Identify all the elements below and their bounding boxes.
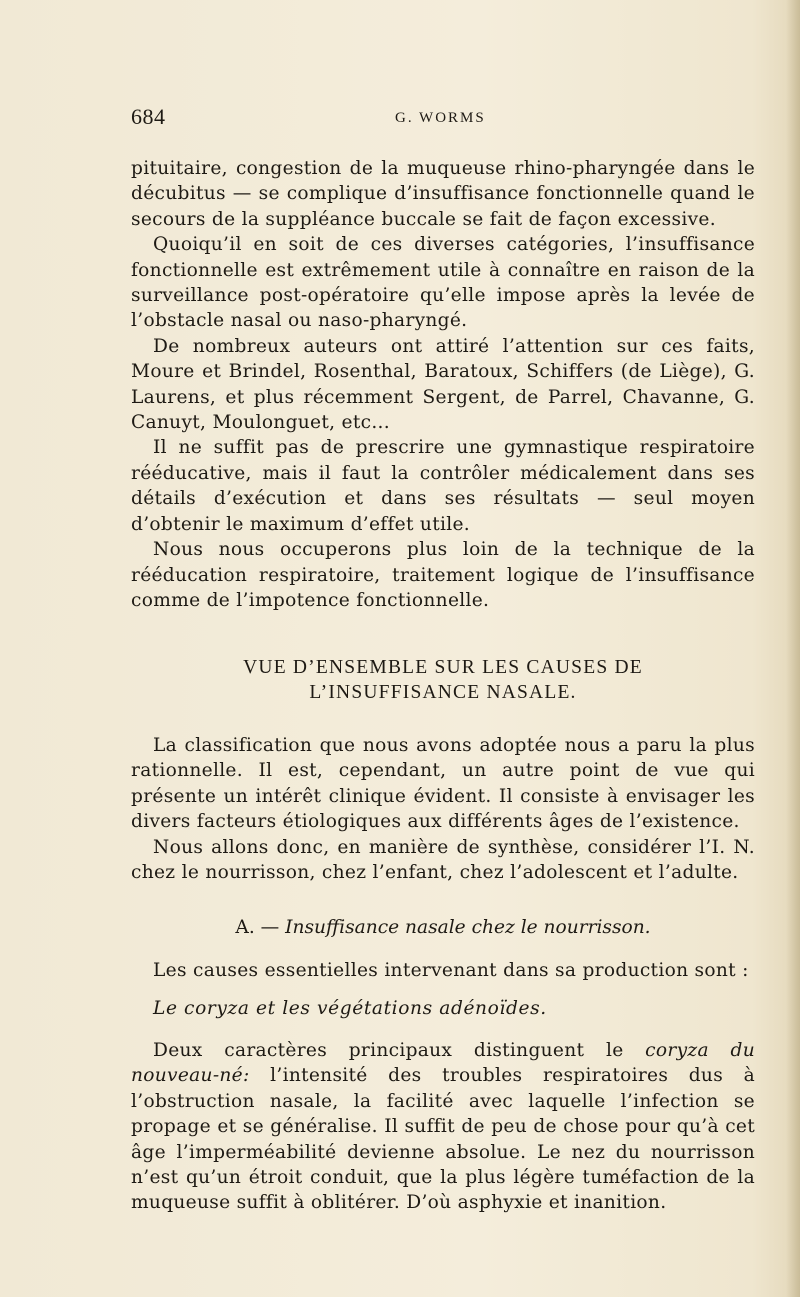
page-number: 684 [131,104,166,129]
section-overview-text [131,733,755,885]
paragraph: Nous allons donc, en manière de synthèse, considérer l’I. N. chez le nourrisson, chez l’enfant, chez l’adolescent et l’adulte. [131,836,755,884]
paragraph: La classification que nous avons adoptée nous a paru la plus rationnelle. Il est, cependant, un autre point de vue qui présente un intérêt clinique évident. Il consiste à envisager les divers facteurs étiologiques aux différents âges de l’existence. [131,735,755,833]
paragraph: De nombreux auteurs ont attiré l’attention sur ces faits, Moure et Brindel, Rosenthal, Baratoux, Schiffers (de Liège), G. Laurens, et plus récemment Sergent, de Parrel, Chavanne, G. Canuyt, Moulonguet, etc... [131,335,755,434]
paragraph: Les causes essentielles intervenant dans sa production sont : [153,960,749,981]
paragraph-start: Deux caractères principaux distinguent le [153,1040,646,1061]
paragraph [131,1038,755,1216]
running-head: G. WORMS [395,110,486,126]
page-header [131,104,755,134]
causes-intro [131,958,755,983]
paragraph-italic-term: coryza du nouveau-né: [131,1040,755,1087]
coryza-text [131,1038,755,1216]
page-edge-shadow [786,0,800,1297]
paragraph: pituitaire, congestion de la muqueuse rhino-pharyngée dans le décubitus — se complique d’insuffisance fonctionnelle quand le secours de la suppléance buccale se fait de façon excessive. [131,158,755,230]
section-heading-line2: L’INSUFFISANCE NASALE. [309,682,577,703]
section-intro-text [131,156,755,613]
paragraph: Il ne suffit pas de prescrire une gymnastique respiratoire rééducative, mais il faut la contrôler médicalement dans ses détails d’exécution et dans ses résultats — seul moyen d’obtenir le maximum d’effet utile. [131,437,755,535]
section-heading-line1: VUE D’ENSEMBLE SUR LES CAUSES DE [243,657,643,678]
paragraph: Nous nous occuperons plus loin de la technique de la rééducation respiratoire, traitement logique de l’insuffisance comme de l’impotence fonctionnelle. [131,539,755,611]
causes-list-line: Le coryza et les végétations adénoïdes. [153,998,547,1019]
paragraph: Quoiqu’il en soit de ces diverses catégories, l’insuffisance fonctionnelle est extrêmement utile à connaître en raison de la surveillance post-opératoire qu’elle impose après la levée de l’obstacle nasal ou naso-pharyngé. [131,234,755,332]
section-heading [131,655,755,705]
subsection-title: Insuffisance nasale chez le nourrisson. [285,917,651,938]
subsection-prefix: A. — [235,917,286,938]
paragraph-rest: l’intensité des troubles respiratoires dus à l’obstruction nasale, la facilité avec laquelle l’infection se propage et se généralise. Il suffit de peu de chose pour qu’à cet âge l’imperméabilité devienne absolue. Le nez du nourrisson n’est qu’un étroit conduit, que la plus légère tuméfaction de la muqueuse suffit à oblitérer. D’où asphyxie et inanition. [131,1065,755,1214]
subsection-heading [131,917,755,938]
